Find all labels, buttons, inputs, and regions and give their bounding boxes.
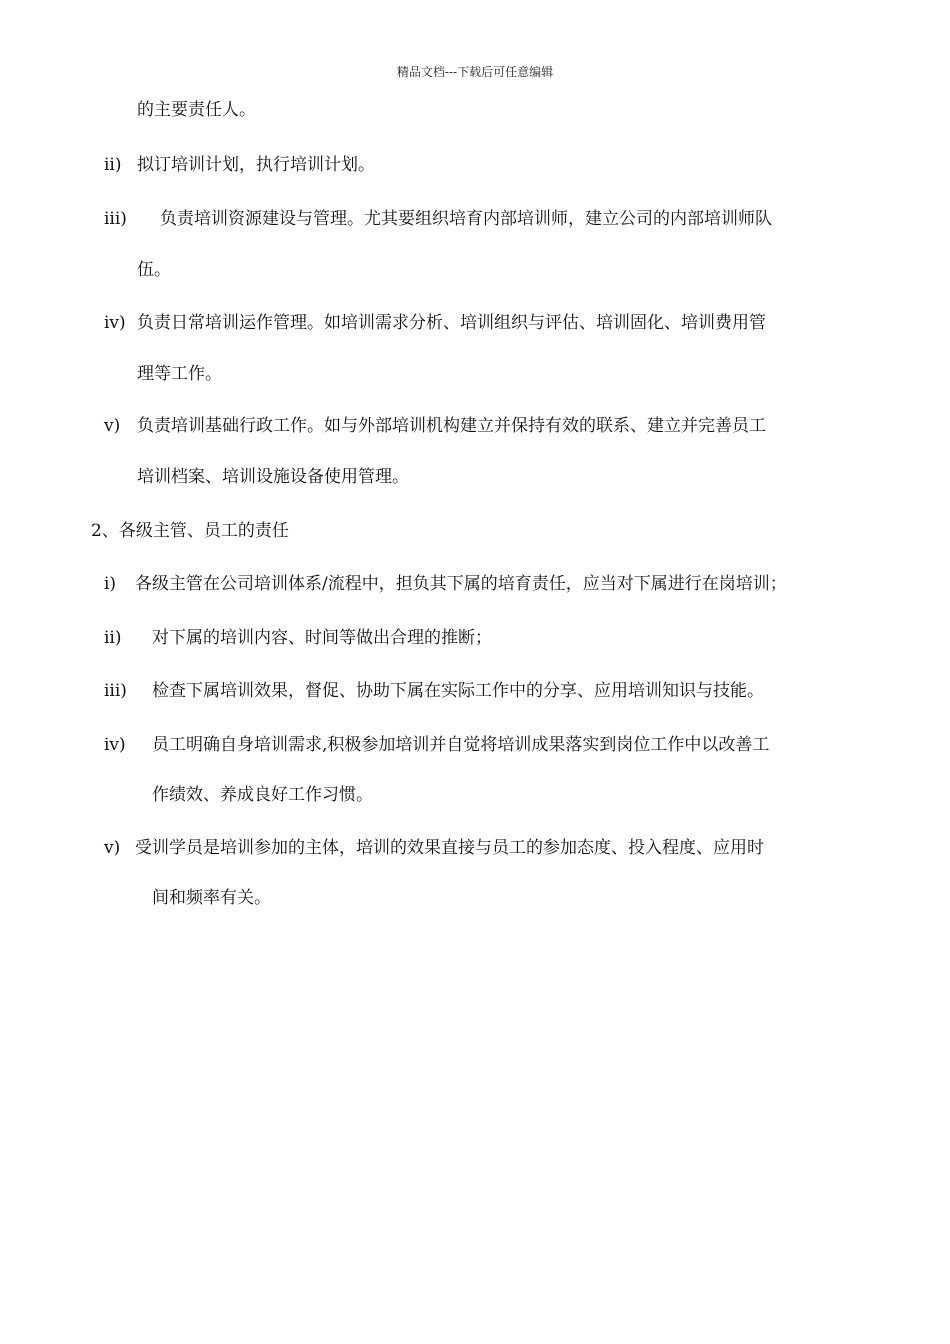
list-item-text: 负责日常培训运作管理。如培训需求分析、培训组织与评估、培训固化、培训费用管 <box>137 313 766 333</box>
list-marker: iii) <box>104 209 127 229</box>
list-item-continuation: 作绩效、养成良好工作习惯。 <box>152 785 373 805</box>
list-item <box>104 153 375 177</box>
list-item <box>104 207 772 231</box>
list-marker: iii) <box>104 681 127 701</box>
list-item-text: 各级主管在公司培训体系/流程中，担负其下属的培育责任，应当对下属进行在岗培训； <box>135 574 787 594</box>
list-marker: ii) <box>104 155 122 175</box>
list-item <box>104 679 764 703</box>
list-item <box>104 626 492 650</box>
list-item-text: 对下属的培训内容、时间等做出合理的推断； <box>152 628 492 648</box>
list-item-continuation: 的主要责任人。 <box>137 100 256 120</box>
list-item-continuation: 理等工作。 <box>137 364 222 384</box>
list-item-continuation: 培训档案、培训设施设备使用管理。 <box>137 467 409 487</box>
list-marker: i) <box>104 574 117 594</box>
page-header: 精品文档---下载后可任意编辑 <box>396 65 554 79</box>
list-item <box>104 311 766 335</box>
list-item <box>104 836 764 860</box>
list-item-text: 拟订培训计划，执行培训计划。 <box>137 155 375 175</box>
list-item-continuation: 间和频率有关。 <box>152 888 271 908</box>
list-item <box>104 733 769 757</box>
list-item-text: 员工明确自身培训需求,积极参加培训并自觉将培训成果落实到岗位工作中以改善工 <box>152 735 770 755</box>
list-marker: ii) <box>104 628 122 648</box>
list-item-text: 负责培训基础行政工作。如与外部培训机构建立并保持有效的联系、建立并完善员工 <box>137 416 766 436</box>
list-item-continuation: 伍。 <box>137 260 171 280</box>
list-marker: v) <box>104 416 121 436</box>
list-item-text: 受训学员是培训参加的主体，培训的效果直接与员工的参加态度、投入程度、应用时 <box>135 838 764 858</box>
list-item <box>104 414 766 438</box>
list-marker: iv) <box>104 313 126 333</box>
list-item-text: 负责培训资源建设与管理。尤其要组织培育内部培训师，建立公司的内部培训师队 <box>160 209 772 229</box>
list-item <box>104 572 787 596</box>
list-item-text: 检查下属培训效果，督促、协助下属在实际工作中的分享、应用培训知识与技能。 <box>152 681 764 701</box>
section-heading: 2、各级主管、员工的责任 <box>91 521 289 541</box>
list-marker: v) <box>104 838 121 858</box>
list-marker: iv) <box>104 735 126 755</box>
